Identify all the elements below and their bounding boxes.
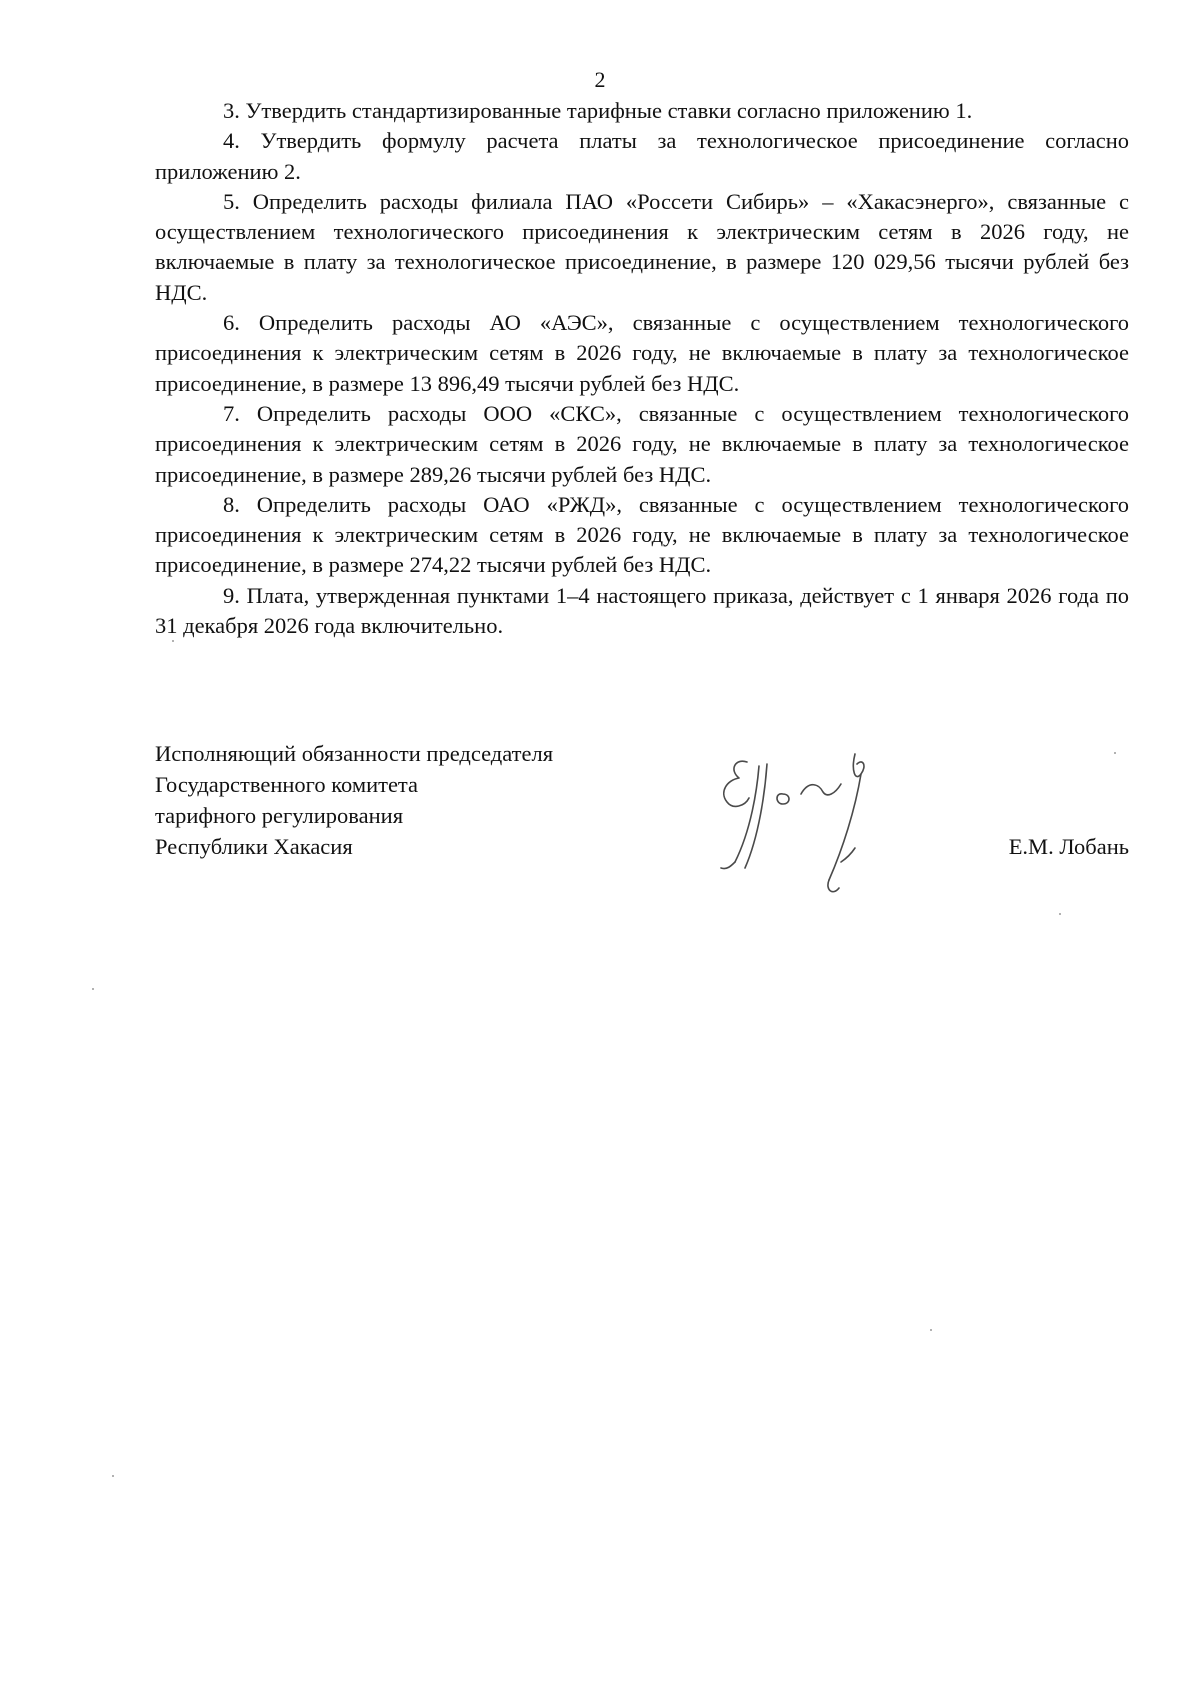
page-number: 2 bbox=[594, 67, 606, 92]
signatory-position-line: Государственного комитета bbox=[155, 772, 419, 797]
handwritten-signature-icon bbox=[705, 740, 945, 900]
paragraph-item-7: 7. Определить расходы ООО «СКС», связанные с осуществлением технологического присоединения к электрическим сетям в 2026 году, не включаемые в плату за технологическое присоединение, в размере 289,26 тысячи рублей без НДС. bbox=[155, 400, 1129, 487]
paragraph-item-4: 4. Утвердить формулу расчета платы за технологическое присоединение согласно приложению 2. bbox=[155, 128, 1129, 184]
order-body bbox=[155, 96, 1129, 641]
scan-speck bbox=[1059, 913, 1061, 915]
paragraph-item-9: 9. Плата, утвержденная пунктами 1–4 настоящего приказа, действует с 1 января 2026 года по 31 декабря 2026 года включительно. bbox=[155, 582, 1129, 639]
scan-speck bbox=[172, 640, 174, 642]
paragraph-item-6: 6. Определить расходы АО «АЭС», связанные с осуществлением технологического присоединения к электрическим сетям в 2026 году, не включаемые в плату за технологическое присоединение, в размере 13 896,49 тысячи рублей без НДС. bbox=[155, 310, 1129, 396]
signatory-position bbox=[155, 738, 553, 862]
paragraph-item-8: 8. Определить расходы ОАО «РЖД», связанные с осуществлением технологического присоединения к электрическим сетям в 2026 году, не включаемые в плату за технологическое присоединение, в размере 274,22 тысячи рублей без НДС. bbox=[155, 491, 1129, 578]
paragraph-item-3: 3. Утвердить стандартизированные тарифные ставки согласно приложению 1. bbox=[223, 98, 973, 123]
signatory-position-line: Исполняющий обязанности председателя bbox=[155, 741, 554, 766]
signatory-position-line: тарифного регулирования bbox=[155, 803, 404, 828]
paragraph-item-5: 5. Определить расходы филиала ПАО «Россети Сибирь» – «Хакасэнерго», связанные с осуществлением технологического присоединения к электрическим сетям в 2026 году, не включаемые в плату за технологическое присоединение, в размере 120 029,56 тысячи рублей без НДС. bbox=[155, 188, 1129, 305]
scan-speck bbox=[92, 988, 94, 990]
scan-speck bbox=[930, 1329, 932, 1331]
signatory-position-line: Республики Хакасия bbox=[155, 834, 353, 859]
signer-name: Е.М. Лобань bbox=[1008, 834, 1129, 859]
scan-speck bbox=[112, 1475, 114, 1477]
scan-speck bbox=[1114, 752, 1116, 754]
